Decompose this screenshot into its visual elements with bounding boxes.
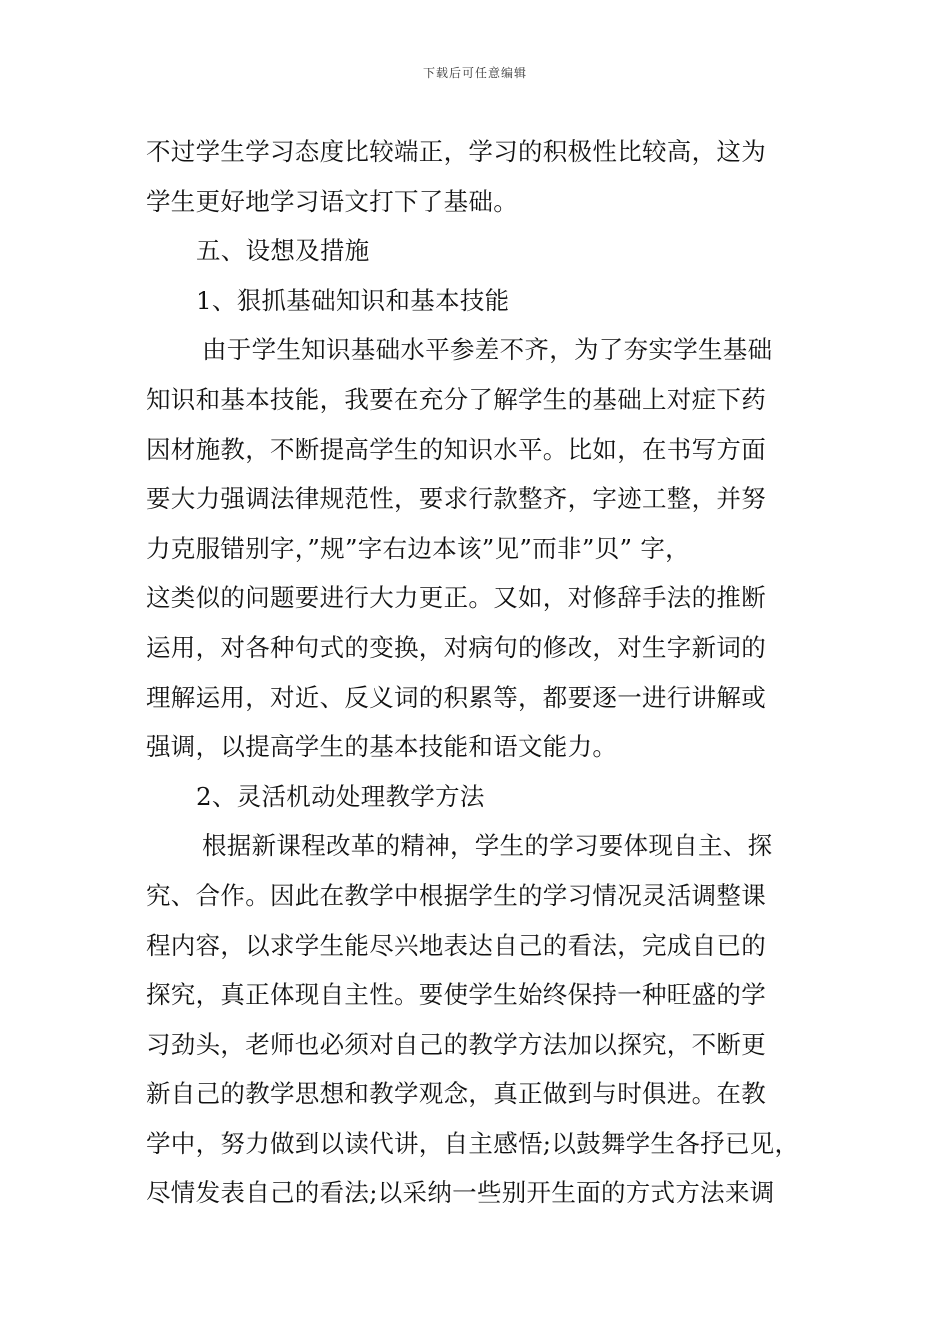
- text-line: 究、合作。因此在教学中根据学生的学习情况灵活调整课: [146, 880, 766, 910]
- text-line: 强调，以提高学生的基本技能和语文能力。: [146, 732, 618, 762]
- text-line: 尽情发表自己的看法;以采纳一些别开生面的方式方法来调: [146, 1178, 775, 1208]
- text-line: 知识和基本技能，我要在充分了解学生的基础上对症下药: [146, 384, 766, 414]
- page-header: 下载后可任意编辑: [422, 66, 527, 80]
- text-line: 习劲头，老师也必须对自己的教学方法加以探究，不断更: [146, 1029, 766, 1059]
- text-line: 新自己的教学思想和教学观念，真正做到与时俱进。在教: [146, 1079, 766, 1109]
- paragraph-start: 由于学生知识基础水平参差不齐，为了夯实学生基础: [202, 335, 773, 365]
- text-line: 要大力强调法律规范性，要求行款整齐，字迹工整，并努: [146, 484, 766, 514]
- subsection-heading: 2、灵活机动处理教学方法: [196, 781, 485, 811]
- subsection-heading: 1、狠抓基础知识和基本技能: [196, 285, 510, 315]
- text-line: 探究，真正体现自主性。要使学生始终保持一种旺盛的学: [146, 980, 766, 1010]
- document-body: [146, 127, 836, 1218]
- text-line: 运用，对各种句式的变换，对病句的修改，对生字新词的: [146, 632, 766, 662]
- text-line: 力克服错别字，”规”字右边本该”见”而非”贝” 字，: [146, 533, 690, 563]
- text-line: 程内容，以求学生能尽兴地表达自己的看法，完成自已的: [146, 930, 766, 960]
- text-line: 学生更好地学习语文打下了基础。: [146, 186, 518, 216]
- text-line: 理解运用，对近、反义词的积累等，都要逐一进行讲解或: [146, 682, 766, 712]
- text-line: 因材施教，不断提高学生的知识水平。比如，在书写方面: [146, 434, 766, 464]
- paragraph-start: 根据新课程改革的精神，学生的学习要体现自主、探: [202, 831, 773, 861]
- text-line: 这类似的问题要进行大力更正。又如，对修辞手法的推断: [146, 583, 766, 613]
- section-heading: 五、设想及措施: [196, 236, 370, 266]
- text-line: 学中，努力做到以读代讲，自主感悟;以鼓舞学生各抒已见，: [146, 1128, 800, 1158]
- text-line: 不过学生学习态度比较端正，学习的积极性比较高，这为: [146, 137, 766, 166]
